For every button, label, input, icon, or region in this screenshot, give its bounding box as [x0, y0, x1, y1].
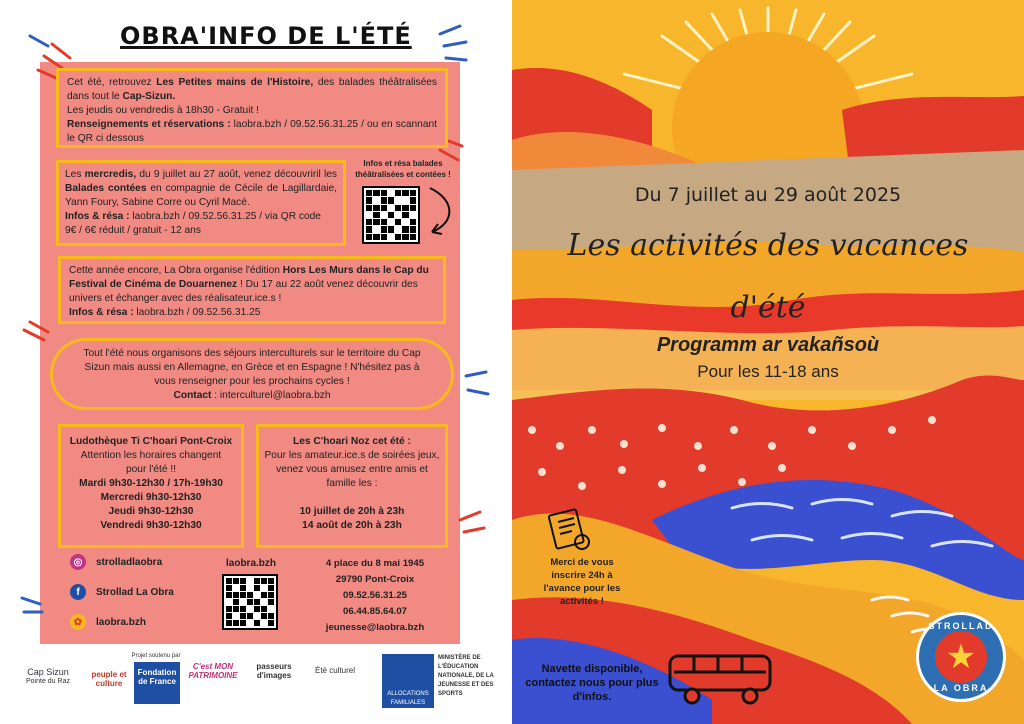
- box-balades-contees: Les mercredis, du 9 juillet au 27 août, venez découvriril les Balades contées en compagnie de Cécile de Lagillardaie, Yann Foury, Sabine Corre ou Cyril Macé. Infos & résa : laobra.bzh / 09.52.56.31.25 / via QR code 9€ / 6€ réduit / gratuit - 12 ans: [56, 160, 346, 246]
- social-facebook[interactable]: f Strollad La Obra: [70, 584, 174, 600]
- main-title-line2: d'été: [730, 290, 806, 325]
- facebook-icon: f: [70, 584, 86, 600]
- contact-address: 4 place du 8 mai 1945 29790 Pont-Croix 09.52.56.31.25 06.44.85.64.07 jeunesse@laobra.bzh: [325, 558, 425, 633]
- logo-ete-culturel: Été culturel: [314, 666, 356, 675]
- strollad-logo: STROLLAD ★ LA OBRA: [916, 612, 1006, 702]
- registration-note: Merci de vous inscrire 24h à l'avance pour les activités !: [543, 557, 621, 607]
- logo-mon-patrimoine: C'est MON PATRIMOINE: [188, 662, 238, 680]
- page-title: OBRA'INFO DE L'ÉTÉ: [120, 22, 412, 50]
- star-icon: ★: [935, 631, 987, 683]
- dates-heading: Du 7 juillet au 29 août 2025: [634, 184, 902, 206]
- qr-code-site[interactable]: [222, 574, 278, 630]
- box-petites-mains: Cet été, retrouvez Les Petites mains de l'Histoire, des balades théâtralisées dans tout le Cap-Sizun. Les jeudis ou vendredis à 18h30 - Gratuit ! Renseignements et réservations : laobra.bzh / 09.52.56.31.25 / ou en scannant le QR ci dessous: [56, 68, 448, 148]
- box-choari-noz: Les C'hoari Noz cet été : Pour les amateur.ice.s de soirées jeux, venez vous amusez entre amis et famille les : 10 juillet de 20h à 23h 14 août de 20h à 23h: [256, 424, 448, 548]
- social-instagram[interactable]: ◎ strolladlaobra: [70, 554, 162, 570]
- logo-caf: ALLOCATIONS FAMILIALES: [382, 654, 434, 708]
- box-sejours-interculturels: Tout l'été nous organisons des séjours interculturels sur le territoire du Cap Sizun mais aussi en Allemagne, en Grèce et en Espagne ! N'hésitez pas à vous renseigner pour les prochains cycles ! Contact : interculturel@laobra.bzh: [50, 338, 454, 410]
- qr-code-balades[interactable]: [362, 186, 420, 244]
- instagram-icon: ◎: [70, 554, 86, 570]
- box-festival-douarnenez: Cette année encore, La Obra organise l'édition Hors Les Murs dans le Cap du Festival de Cinéma de Douarnenez ! Du 17 au 22 août venez découvrir des univers et échanger avec des réalisateur.ice.s ! Infos & résa : laobra.bzh / 09.52.56.31.25: [58, 256, 446, 324]
- logo-fondation-de-france: Fondation de France: [134, 662, 180, 704]
- web-icon: ✿: [70, 614, 86, 630]
- logo-fondation-pre: Projet soutenu par: [131, 653, 181, 659]
- shuttle-note: Navette disponible, contactez nous pour plus d'infos.: [525, 663, 659, 703]
- logo-ministere: MINISTÈRE DE L'ÉDUCATION NATIONALE, DE LA JEUNESSE ET DES SPORTS: [438, 655, 494, 697]
- right-panel: [512, 0, 1024, 724]
- site-label[interactable]: laobra.bzh: [226, 558, 277, 569]
- logo-cap-sizun: Cap Sizun Pointe du Raz: [26, 667, 70, 685]
- social-web[interactable]: ✿ laobra.bzh: [70, 614, 146, 630]
- logo-peuple-culture: peuple et culture: [91, 670, 127, 688]
- age-range: Pour les 11-18 ans: [697, 362, 839, 381]
- breton-subtitle: Programm ar vakañsoù: [656, 334, 880, 356]
- main-title-line1: Les activités des vacances: [567, 228, 969, 263]
- partner-logos: [10, 652, 510, 712]
- logo-passeurs-images: passeurs d'images: [256, 662, 292, 680]
- box-ludotheque: Ludothèque Ti C'hoari Pont-Croix Attention les horaires changent pour l'été !! Mardi 9h30-12h30 / 17h-19h30 Mercredi 9h30-12h30 Jeudi 9h30-12h30 Vendredi 9h30-12h30: [58, 424, 244, 548]
- qr-note: Infos et résa balades théâtralisées et contées !: [355, 159, 451, 179]
